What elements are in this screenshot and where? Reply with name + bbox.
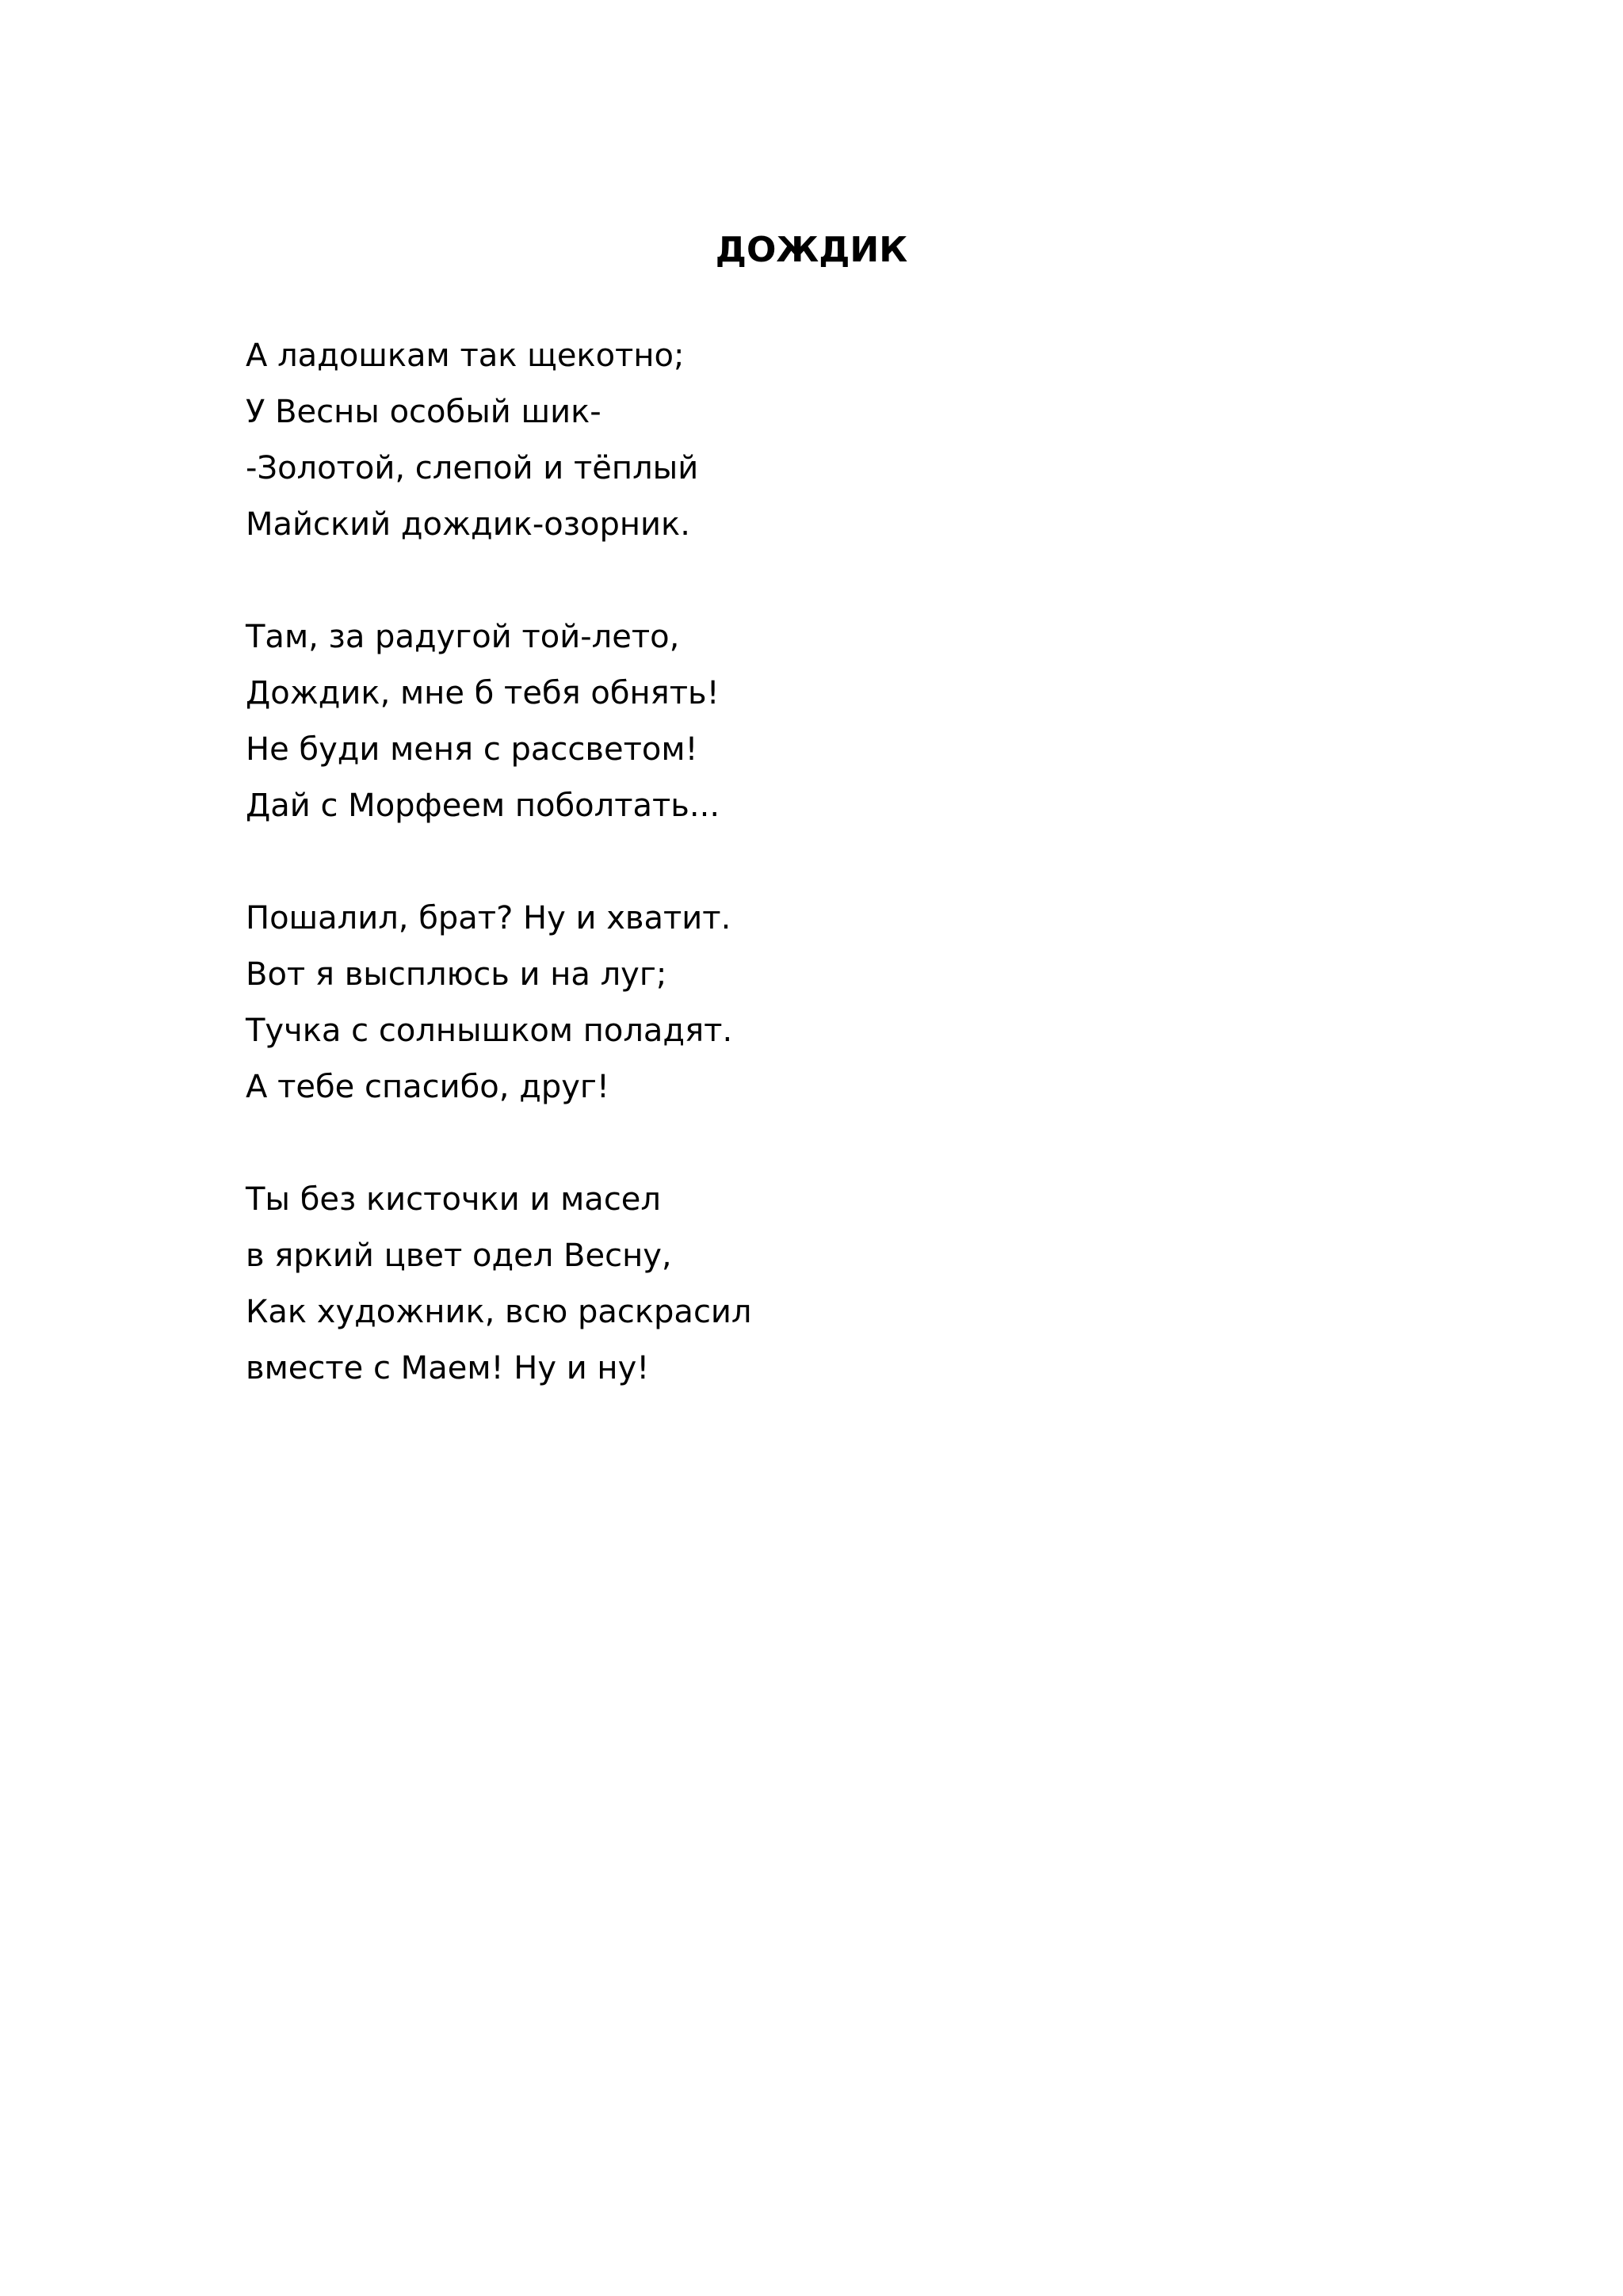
poem-line: У Весны особый шик- — [246, 394, 601, 430]
stanza-1 — [246, 328, 1434, 553]
poem-line: А ладошкам так щекотно; — [246, 338, 685, 374]
poem-title: ДОЖДИК — [715, 230, 908, 270]
poem-line: -Золотой, слепой и тёплый — [246, 450, 699, 486]
poem-line: Тучка с солнышком поладят. — [246, 1013, 733, 1049]
poem-line: Майский дождик-озорник. — [246, 506, 690, 543]
poem-line: Не буди меня с рассветом! — [246, 731, 698, 768]
poem-line: Там, за радугой той-лето, — [246, 619, 680, 655]
poem-line: Дай с Морфеем поболтать... — [246, 788, 720, 824]
poem-line: Как художник, всю раскрасил — [246, 1294, 752, 1330]
poem-line: Ты без кисточки и масел — [246, 1181, 661, 1218]
poem-line: А тебе спасибо, друг! — [246, 1069, 609, 1105]
poem-line: в яркий цвет одел Весну, — [246, 1238, 672, 1274]
poem-line: вместе с Маем! Ну и ну! — [246, 1350, 650, 1386]
stanza-4 — [246, 1172, 1434, 1397]
poem-line: Пошалил, брат? Ну и хватит. — [246, 900, 731, 936]
poem-line: Вот я высплюсь и на луг; — [246, 956, 667, 993]
stanza-2 — [246, 609, 1434, 834]
stanza-3 — [246, 891, 1434, 1116]
poem-body — [246, 328, 1434, 1453]
poem-line: Дождик, мне б тебя обнять! — [246, 675, 720, 711]
